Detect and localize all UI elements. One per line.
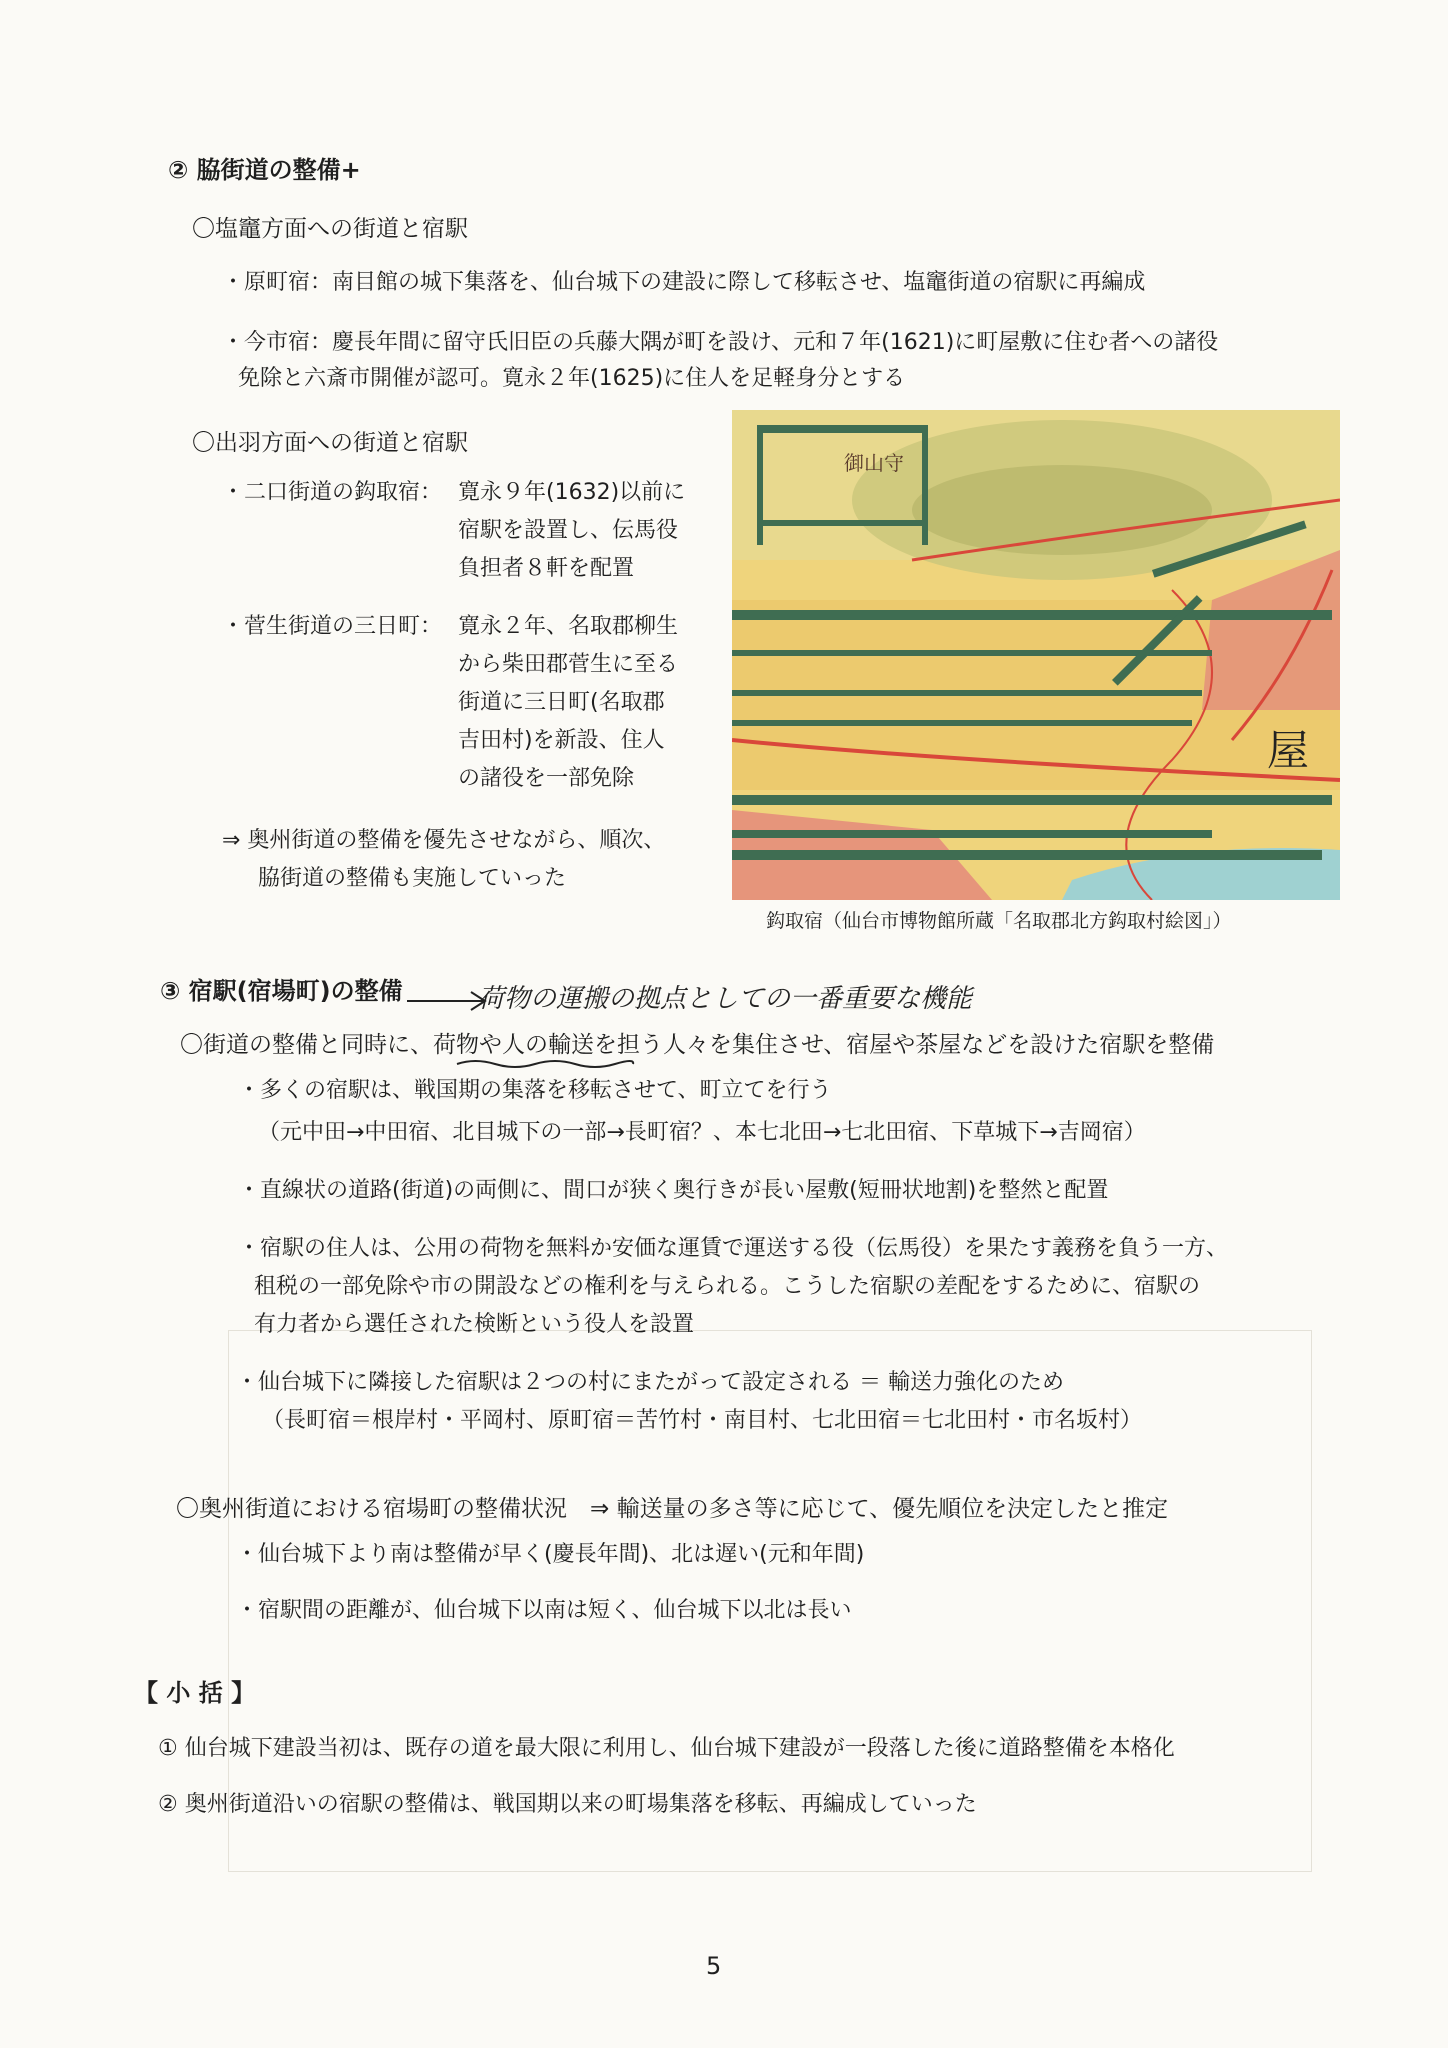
kagitori-line: 寛永９年(1632)以前に [458,480,686,505]
shiogama-heading: 〇塩竈方面への街道と宿駅 [192,216,468,242]
section3-point: 租税の一部免除や市の開設などの権利を与えられる。こうした宿駅の差配をするために、宿駅の [254,1274,1201,1299]
haramachi-item: ・原町宿：南目館の城下集落を、仙台城下の建設に際して移転させ、塩竈街道の宿駅に再編成 [222,270,1146,295]
kagitori-line: 負担者８軒を配置 [458,556,635,581]
map-ya-label: 屋 [1267,726,1310,775]
section3-point: ・多くの宿駅は、戦国期の集落を移転させて、町立てを行う [238,1078,832,1103]
oshu-heading: 〇奥州街道における宿場町の整備状況 ⇒ 輸送量の多さ等に応じて、優先順位を決定したと推定 [176,1496,1169,1522]
mikkamachi-line: 街道に三日町(名取郡 [458,690,665,715]
section3-point: ・直線状の道路(街道)の両側に、間口が狭く奥行きが長い屋敷(短冊状地割)を整然と配置 [238,1178,1109,1203]
summary-heading: 【 小 括 】 [134,1679,256,1707]
kagitori-label: ・二口街道の鈎取宿： [222,480,443,505]
section3-point: （元中田→中田宿、北目城下の一部→長町宿？、本七北田→七北田宿、下草城下→吉岡宿） [258,1120,1146,1145]
section3-point: ・仙台城下に隣接した宿駅は２つの村にまたがって設定される ＝ 輸送力強化のため [236,1370,1064,1395]
summary-item: ② 奥州街道沿いの宿駅の整備は、戦国期以来の町場集落を移転、再編成していった [158,1792,977,1817]
oshu-point: ・宿駅間の距離が、仙台城下以南は短く、仙台城下以北は長い [236,1598,852,1623]
section3-intro: 〇街道の整備と同時に、荷物や人の輸送を担う人々を集住させ、宿屋や茶屋などを設けた宿駅を整備 [180,1032,1215,1058]
map-caption: 鈎取宿（仙台市博物館所蔵「名取郡北方鈎取村絵図」） [766,910,1232,932]
section3-heading: ③ 宿駅(宿場町)の整備 [160,977,403,1005]
kagitori-line: 宿駅を設置し、伝馬役 [458,518,679,543]
mikkamachi-label: ・菅生街道の三日町： [222,614,443,639]
dewa-heading: 〇出羽方面への街道と宿駅 [192,430,468,456]
mikkamachi-line: 吉田村)を新設、住人 [458,728,665,753]
imaichi-item-cont: 免除と六斎市開催が認可。寛永２年(1625)に住人を足軽身分とする [238,366,906,391]
oshu-point: ・仙台城下より南は整備が早く(慶長年間)、北は遅い(元和年間) [236,1542,865,1567]
mikkamachi-line: 寛永２年、名取郡柳生 [458,614,679,639]
dewa-conclusion: ⇒ 奥州街道の整備を優先させながら、順次、 [222,828,666,853]
section3-point: ・宿駅の住人は、公用の荷物を無料か安価な運賃で運送する役（伝馬役）を果たす義務を負う一方、 [238,1236,1229,1261]
map-temple-label: 御山守 [844,451,904,475]
map-illustration [732,410,1340,900]
section3-point: （長町宿＝根岸村・平岡村、原町宿＝苦竹村・南目村、七北田宿＝七北田村・市名坂村） [262,1408,1143,1433]
dewa-conclusion-cont: 脇街道の整備も実施していった [258,866,567,891]
handwritten-underline [455,1058,635,1070]
mikkamachi-line: の諸役を一部免除 [458,766,635,791]
summary-item: ① 仙台城下建設当初は、既存の道を最大限に利用し、仙台城下建設が一段落した後に道路整備を本格化 [158,1736,1175,1761]
page-number: 5 [706,1952,722,1980]
kagitori-map-image [732,410,1340,900]
section2-heading: ② 脇街道の整備+ [168,156,361,184]
section3-point: 有力者から選任された検断という役人を設置 [254,1312,695,1337]
imaichi-item: ・今市宿：慶長年間に留守氏旧臣の兵藤大隅が町を設け、元和７年(1621)に町屋敷に住む者への諸役 [222,330,1219,355]
handwritten-note: 荷物の運搬の拠点としての一番重要な機能 [478,984,973,1014]
mikkamachi-line: から柴田郡菅生に至る [458,652,679,677]
